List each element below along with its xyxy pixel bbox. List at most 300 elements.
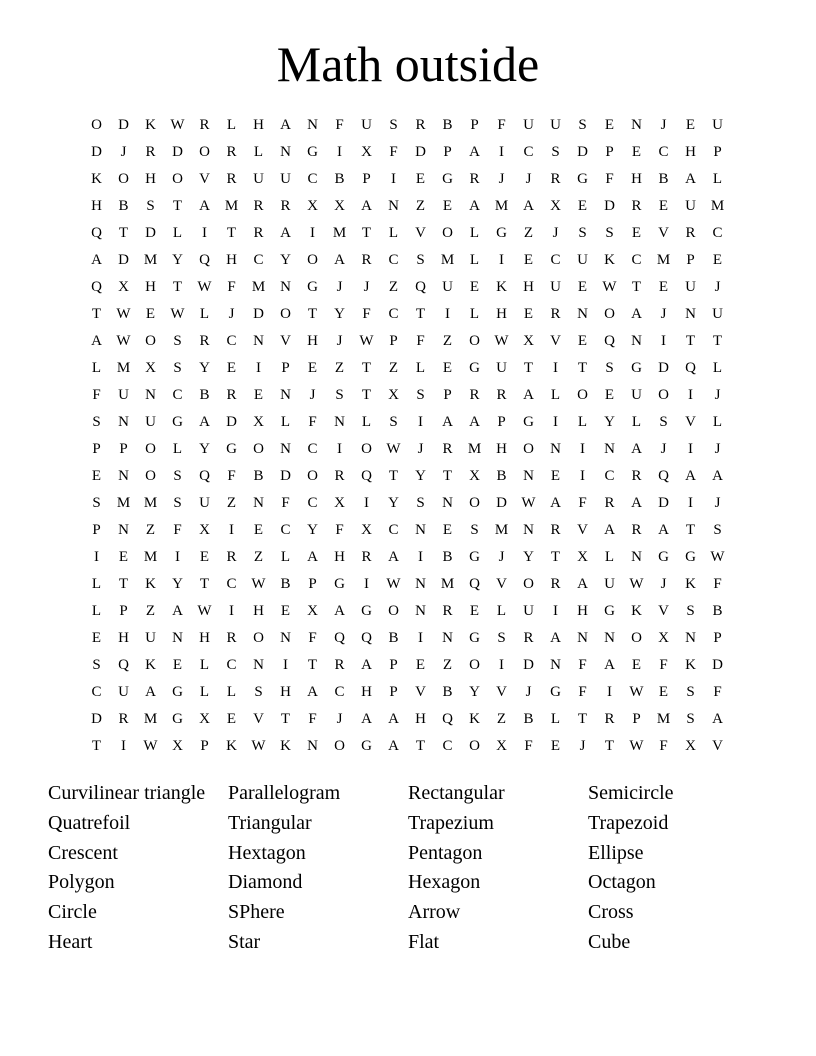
grid-letter: T bbox=[685, 522, 696, 538]
grid-letter: Y bbox=[415, 468, 426, 484]
grid-letter: I bbox=[364, 576, 369, 592]
grid-letter: P bbox=[389, 333, 398, 349]
word-list-item: Polygon bbox=[48, 871, 115, 894]
grid-letter: I bbox=[445, 306, 450, 322]
grid-letter: X bbox=[199, 711, 210, 727]
grid-letter: I bbox=[121, 738, 126, 754]
grid-letter: C bbox=[307, 495, 318, 511]
grid-letter: Q bbox=[685, 360, 696, 376]
grid-letter: Q bbox=[334, 630, 345, 646]
grid-letter: E bbox=[91, 468, 102, 484]
grid-letter: O bbox=[118, 171, 129, 187]
grid-letter: M bbox=[656, 252, 671, 268]
grid-letter: H bbox=[226, 252, 237, 268]
grid-letter: U bbox=[496, 360, 507, 376]
grid-letter: U bbox=[145, 630, 156, 646]
grid-letter: Z bbox=[523, 225, 534, 241]
word-search-grid bbox=[83, 112, 733, 760]
grid-letter: R bbox=[550, 306, 561, 322]
word-list-item: Diamond bbox=[228, 871, 303, 894]
grid-letter: F bbox=[389, 144, 398, 160]
grid-letter: J bbox=[498, 549, 505, 565]
grid-letter: T bbox=[91, 738, 102, 754]
grid-letter: N bbox=[550, 657, 561, 673]
grid-letter: L bbox=[712, 360, 723, 376]
grid-letter: G bbox=[226, 441, 237, 457]
grid-letter: I bbox=[256, 360, 261, 376]
grid-letter: S bbox=[254, 684, 263, 700]
grid-letter: I bbox=[337, 144, 342, 160]
grid-letter: Z bbox=[253, 549, 264, 565]
grid-letter: E bbox=[658, 198, 669, 214]
grid-letter: R bbox=[469, 171, 480, 187]
grid-letter: I bbox=[94, 549, 99, 565]
grid-letter: T bbox=[577, 360, 588, 376]
grid-letter: A bbox=[145, 684, 156, 700]
grid-letter: E bbox=[604, 387, 615, 403]
grid-letter: X bbox=[253, 414, 264, 430]
grid-letter: J bbox=[714, 495, 721, 511]
grid-letter: L bbox=[577, 414, 588, 430]
grid-letter: C bbox=[226, 657, 237, 673]
word-list-item: Triangular bbox=[228, 811, 312, 834]
grid-letter: L bbox=[496, 603, 507, 619]
grid-letter: S bbox=[686, 711, 695, 727]
grid-letter: A bbox=[199, 414, 210, 430]
grid-letter: N bbox=[145, 387, 156, 403]
grid-letter: F bbox=[362, 306, 371, 322]
grid-letter: X bbox=[496, 738, 507, 754]
grid-letter: F bbox=[335, 117, 344, 133]
grid-letter: J bbox=[660, 441, 667, 457]
grid-letter: A bbox=[388, 711, 399, 727]
grid-letter: T bbox=[577, 711, 588, 727]
grid-letter: E bbox=[712, 252, 723, 268]
grid-letter: O bbox=[388, 603, 399, 619]
grid-letter: N bbox=[415, 522, 426, 538]
grid-letter: N bbox=[280, 387, 291, 403]
grid-letter: U bbox=[685, 198, 696, 214]
grid-letter: B bbox=[280, 576, 291, 592]
grid-letter: H bbox=[685, 144, 696, 160]
grid-letter: P bbox=[119, 441, 128, 457]
grid-letter: T bbox=[631, 279, 642, 295]
grid-letter: L bbox=[91, 603, 102, 619]
grid-letter: X bbox=[118, 279, 129, 295]
grid-letter: M bbox=[143, 549, 158, 565]
grid-letter: N bbox=[307, 738, 318, 754]
grid-letter: O bbox=[280, 306, 291, 322]
grid-letter: C bbox=[334, 684, 345, 700]
word-list-item: Arrow bbox=[408, 901, 461, 924]
grid-letter: E bbox=[280, 603, 291, 619]
grid-letter: U bbox=[199, 495, 210, 511]
grid-letter: R bbox=[442, 603, 453, 619]
grid-letter: J bbox=[363, 279, 370, 295]
grid-letter: L bbox=[550, 387, 561, 403]
grid-letter: J bbox=[417, 441, 424, 457]
grid-letter: E bbox=[631, 657, 642, 673]
grid-letter: M bbox=[332, 225, 347, 241]
grid-letter: Y bbox=[523, 549, 534, 565]
grid-letter: C bbox=[226, 576, 237, 592]
grid-letter: J bbox=[228, 306, 235, 322]
grid-letter: J bbox=[120, 144, 127, 160]
grid-letter: S bbox=[335, 387, 344, 403]
grid-letter: U bbox=[712, 117, 723, 133]
grid-letter: V bbox=[415, 225, 426, 241]
grid-letter: X bbox=[334, 198, 345, 214]
grid-letter: H bbox=[415, 711, 426, 727]
grid-letter: Y bbox=[280, 252, 291, 268]
grid-letter: C bbox=[388, 252, 399, 268]
grid-letter: W bbox=[629, 684, 644, 700]
grid-letter: E bbox=[685, 117, 696, 133]
grid-letter: O bbox=[199, 144, 210, 160]
grid-letter: R bbox=[118, 711, 129, 727]
grid-letter: R bbox=[226, 549, 237, 565]
grid-letter: O bbox=[523, 576, 534, 592]
grid-letter: N bbox=[442, 630, 453, 646]
grid-letter: V bbox=[253, 711, 264, 727]
grid-letter: T bbox=[523, 360, 534, 376]
grid-letter: P bbox=[605, 144, 614, 160]
grid-letter: W bbox=[170, 117, 185, 133]
grid-letter: P bbox=[713, 144, 722, 160]
grid-letter: P bbox=[389, 657, 398, 673]
grid-letter: L bbox=[91, 576, 102, 592]
grid-letter: Y bbox=[172, 576, 183, 592]
grid-letter: D bbox=[118, 252, 129, 268]
grid-letter: F bbox=[308, 630, 317, 646]
grid-letter: F bbox=[92, 387, 101, 403]
grid-letter: P bbox=[308, 576, 317, 592]
grid-letter: X bbox=[307, 198, 318, 214]
grid-letter: A bbox=[631, 441, 642, 457]
grid-letter: G bbox=[631, 360, 642, 376]
grid-letter: A bbox=[577, 576, 588, 592]
grid-letter: M bbox=[494, 522, 509, 538]
grid-letter: F bbox=[659, 657, 668, 673]
grid-letter: A bbox=[442, 414, 453, 430]
grid-letter: T bbox=[307, 306, 318, 322]
word-list-item: Parallelogram bbox=[228, 782, 341, 804]
grid-letter: W bbox=[602, 279, 617, 295]
grid-letter: E bbox=[469, 279, 480, 295]
grid-letter: S bbox=[416, 387, 425, 403]
grid-letter: I bbox=[553, 603, 558, 619]
grid-letter: C bbox=[172, 387, 183, 403]
grid-letter: I bbox=[580, 441, 585, 457]
grid-letter: T bbox=[199, 576, 210, 592]
grid-letter: S bbox=[578, 225, 587, 241]
grid-letter: W bbox=[170, 306, 185, 322]
grid-letter: N bbox=[280, 279, 291, 295]
grid-letter: T bbox=[118, 576, 129, 592]
grid-letter: R bbox=[550, 171, 561, 187]
grid-letter: L bbox=[199, 306, 210, 322]
grid-letter: J bbox=[660, 306, 667, 322]
grid-letter: X bbox=[388, 387, 399, 403]
grid-letter: K bbox=[145, 576, 156, 592]
grid-letter: T bbox=[361, 360, 372, 376]
grid-letter: D bbox=[118, 117, 129, 133]
grid-letter: Z bbox=[415, 198, 426, 214]
grid-letter: V bbox=[658, 225, 669, 241]
grid-letter: X bbox=[199, 522, 210, 538]
grid-letter: T bbox=[415, 738, 426, 754]
word-list-item: Trapezoid bbox=[588, 811, 669, 834]
grid-letter: U bbox=[523, 117, 534, 133]
grid-letter: A bbox=[712, 711, 723, 727]
grid-letter: N bbox=[253, 495, 264, 511]
grid-letter: O bbox=[307, 468, 318, 484]
grid-letter: X bbox=[577, 549, 588, 565]
grid-letter: I bbox=[364, 495, 369, 511]
grid-letter: O bbox=[145, 441, 156, 457]
grid-letter: J bbox=[336, 333, 343, 349]
grid-letter: G bbox=[172, 684, 183, 700]
grid-letter: A bbox=[604, 522, 615, 538]
grid-letter: G bbox=[658, 549, 669, 565]
grid-letter: O bbox=[442, 225, 453, 241]
grid-letter: I bbox=[418, 630, 423, 646]
grid-letter: A bbox=[199, 198, 210, 214]
grid-letter: A bbox=[280, 117, 291, 133]
grid-letter: R bbox=[442, 441, 453, 457]
grid-letter: O bbox=[631, 630, 642, 646]
grid-letter: G bbox=[496, 225, 507, 241]
grid-letter: B bbox=[442, 549, 453, 565]
grid-letter: P bbox=[713, 630, 722, 646]
grid-letter: G bbox=[172, 711, 183, 727]
grid-letter: Z bbox=[334, 360, 345, 376]
grid-letter: I bbox=[337, 441, 342, 457]
grid-letter: Z bbox=[145, 603, 156, 619]
grid-letter: A bbox=[280, 225, 291, 241]
grid-letter: F bbox=[578, 495, 587, 511]
word-list-item: Star bbox=[228, 930, 261, 953]
grid-letter: B bbox=[442, 684, 453, 700]
grid-letter: V bbox=[199, 171, 210, 187]
grid-letter: V bbox=[685, 414, 696, 430]
grid-letter: L bbox=[172, 441, 183, 457]
grid-letter: T bbox=[226, 225, 237, 241]
grid-letter: R bbox=[361, 252, 372, 268]
grid-letter: T bbox=[361, 387, 372, 403]
grid-letter: J bbox=[552, 225, 559, 241]
grid-letter: F bbox=[578, 684, 587, 700]
grid-letter: O bbox=[469, 738, 480, 754]
word-list-item: Quatrefoil bbox=[48, 811, 131, 834]
grid-letter: P bbox=[497, 414, 506, 430]
grid-letter: N bbox=[118, 522, 129, 538]
grid-letter: N bbox=[280, 630, 291, 646]
grid-letter: L bbox=[415, 360, 426, 376]
grid-letter: O bbox=[523, 441, 534, 457]
grid-letter: W bbox=[386, 576, 401, 592]
word-list-item: Hextagon bbox=[228, 841, 306, 864]
word-list-item: Flat bbox=[408, 930, 440, 953]
grid-letter: V bbox=[496, 684, 507, 700]
grid-letter: J bbox=[714, 387, 721, 403]
grid-letter: J bbox=[660, 576, 667, 592]
grid-letter: U bbox=[550, 279, 561, 295]
grid-letter: Q bbox=[658, 468, 669, 484]
grid-letter: F bbox=[524, 738, 533, 754]
grid-letter: U bbox=[118, 387, 129, 403]
grid-letter: T bbox=[172, 279, 183, 295]
grid-letter: Z bbox=[442, 657, 453, 673]
grid-letter: H bbox=[307, 333, 318, 349]
grid-letter: I bbox=[499, 657, 504, 673]
grid-letter: X bbox=[550, 198, 561, 214]
grid-letter: Q bbox=[361, 468, 372, 484]
word-list-item: Crescent bbox=[48, 841, 118, 864]
grid-letter: G bbox=[577, 171, 588, 187]
grid-letter: K bbox=[226, 738, 237, 754]
grid-letter: U bbox=[253, 171, 264, 187]
grid-letter: N bbox=[280, 441, 291, 457]
grid-letter: P bbox=[281, 360, 290, 376]
grid-letter: W bbox=[143, 738, 158, 754]
grid-letter: R bbox=[280, 198, 291, 214]
grid-letter: T bbox=[604, 738, 615, 754]
grid-letter: A bbox=[334, 603, 345, 619]
grid-letter: I bbox=[418, 549, 423, 565]
grid-letter: S bbox=[92, 495, 101, 511]
grid-letter: N bbox=[253, 657, 264, 673]
grid-letter: N bbox=[118, 414, 129, 430]
grid-letter: F bbox=[227, 279, 236, 295]
grid-letter: A bbox=[388, 738, 399, 754]
grid-letter: D bbox=[226, 414, 237, 430]
grid-letter: A bbox=[631, 495, 642, 511]
grid-letter: H bbox=[118, 630, 129, 646]
grid-letter: E bbox=[604, 117, 615, 133]
grid-letter: D bbox=[172, 144, 183, 160]
grid-letter: O bbox=[658, 387, 669, 403]
grid-letter: H bbox=[145, 171, 156, 187]
grid-letter: S bbox=[605, 360, 614, 376]
grid-letter: E bbox=[577, 333, 588, 349]
grid-letter: S bbox=[173, 468, 182, 484]
grid-letter: E bbox=[577, 279, 588, 295]
word-list-item: Cross bbox=[588, 901, 634, 924]
word-list-item: Semicircle bbox=[588, 782, 674, 804]
grid-letter: G bbox=[334, 576, 345, 592]
grid-letter: L bbox=[631, 414, 642, 430]
grid-letter: E bbox=[415, 657, 426, 673]
grid-letter: O bbox=[469, 495, 480, 511]
grid-letter: E bbox=[307, 360, 318, 376]
grid-letter: M bbox=[440, 576, 455, 592]
grid-letter: V bbox=[415, 684, 426, 700]
grid-letter: H bbox=[253, 603, 264, 619]
grid-letter: A bbox=[550, 495, 561, 511]
grid-letter: N bbox=[388, 198, 399, 214]
grid-letter: U bbox=[361, 117, 372, 133]
grid-letter: F bbox=[497, 117, 506, 133]
grid-letter: H bbox=[91, 198, 102, 214]
grid-letter: K bbox=[496, 279, 507, 295]
grid-letter: S bbox=[497, 630, 506, 646]
grid-letter: E bbox=[442, 522, 453, 538]
word-list-item: Rectangular bbox=[408, 782, 505, 804]
grid-letter: O bbox=[253, 441, 264, 457]
grid-letter: N bbox=[172, 630, 183, 646]
grid-letter: W bbox=[116, 306, 131, 322]
grid-letter: P bbox=[92, 522, 101, 538]
grid-letter: J bbox=[309, 387, 316, 403]
grid-letter: L bbox=[550, 711, 561, 727]
grid-letter: A bbox=[685, 468, 696, 484]
grid-letter: C bbox=[604, 468, 615, 484]
grid-letter: N bbox=[685, 306, 696, 322]
grid-letter: A bbox=[172, 603, 183, 619]
grid-letter: T bbox=[307, 657, 318, 673]
grid-letter: O bbox=[145, 333, 156, 349]
grid-letter: G bbox=[523, 414, 534, 430]
grid-letter: S bbox=[551, 144, 560, 160]
grid-letter: B bbox=[496, 468, 507, 484]
grid-letter: J bbox=[525, 171, 532, 187]
grid-letter: E bbox=[631, 225, 642, 241]
grid-letter: H bbox=[496, 441, 507, 457]
grid-letter: S bbox=[578, 117, 587, 133]
grid-letter: G bbox=[307, 279, 318, 295]
grid-letter: D bbox=[253, 306, 264, 322]
grid-letter: U bbox=[604, 576, 615, 592]
grid-letter: R bbox=[226, 171, 237, 187]
grid-letter: A bbox=[469, 144, 480, 160]
word-list-item: Circle bbox=[48, 901, 97, 924]
word-list-item: Heart bbox=[48, 930, 93, 953]
grid-letter: E bbox=[226, 360, 237, 376]
grid-letter: X bbox=[172, 738, 183, 754]
grid-letter: N bbox=[631, 117, 642, 133]
grid-letter: M bbox=[467, 441, 482, 457]
grid-letter: W bbox=[197, 603, 212, 619]
grid-letter: O bbox=[469, 333, 480, 349]
grid-letter: S bbox=[173, 333, 182, 349]
grid-letter: N bbox=[631, 333, 642, 349]
grid-letter: X bbox=[685, 738, 696, 754]
grid-letter: E bbox=[577, 198, 588, 214]
grid-letter: N bbox=[415, 576, 426, 592]
word-list bbox=[48, 779, 768, 958]
grid-letter: R bbox=[550, 522, 561, 538]
grid-letter: F bbox=[578, 657, 587, 673]
grid-letter: Z bbox=[388, 360, 399, 376]
grid-letter: V bbox=[496, 576, 507, 592]
grid-letter: Y bbox=[469, 684, 480, 700]
grid-letter: T bbox=[442, 468, 453, 484]
grid-letter: S bbox=[146, 198, 155, 214]
grid-letter: A bbox=[631, 306, 642, 322]
grid-letter: B bbox=[253, 468, 264, 484]
grid-letter: S bbox=[173, 360, 182, 376]
grid-letter: I bbox=[688, 441, 693, 457]
grid-letter: L bbox=[199, 657, 210, 673]
grid-letter: I bbox=[661, 333, 666, 349]
grid-letter: G bbox=[361, 738, 372, 754]
grid-letter: A bbox=[361, 711, 372, 727]
grid-letter: U bbox=[523, 603, 534, 619]
grid-letter: T bbox=[172, 198, 183, 214]
grid-letter: H bbox=[523, 279, 534, 295]
grid-letter: Y bbox=[172, 252, 183, 268]
